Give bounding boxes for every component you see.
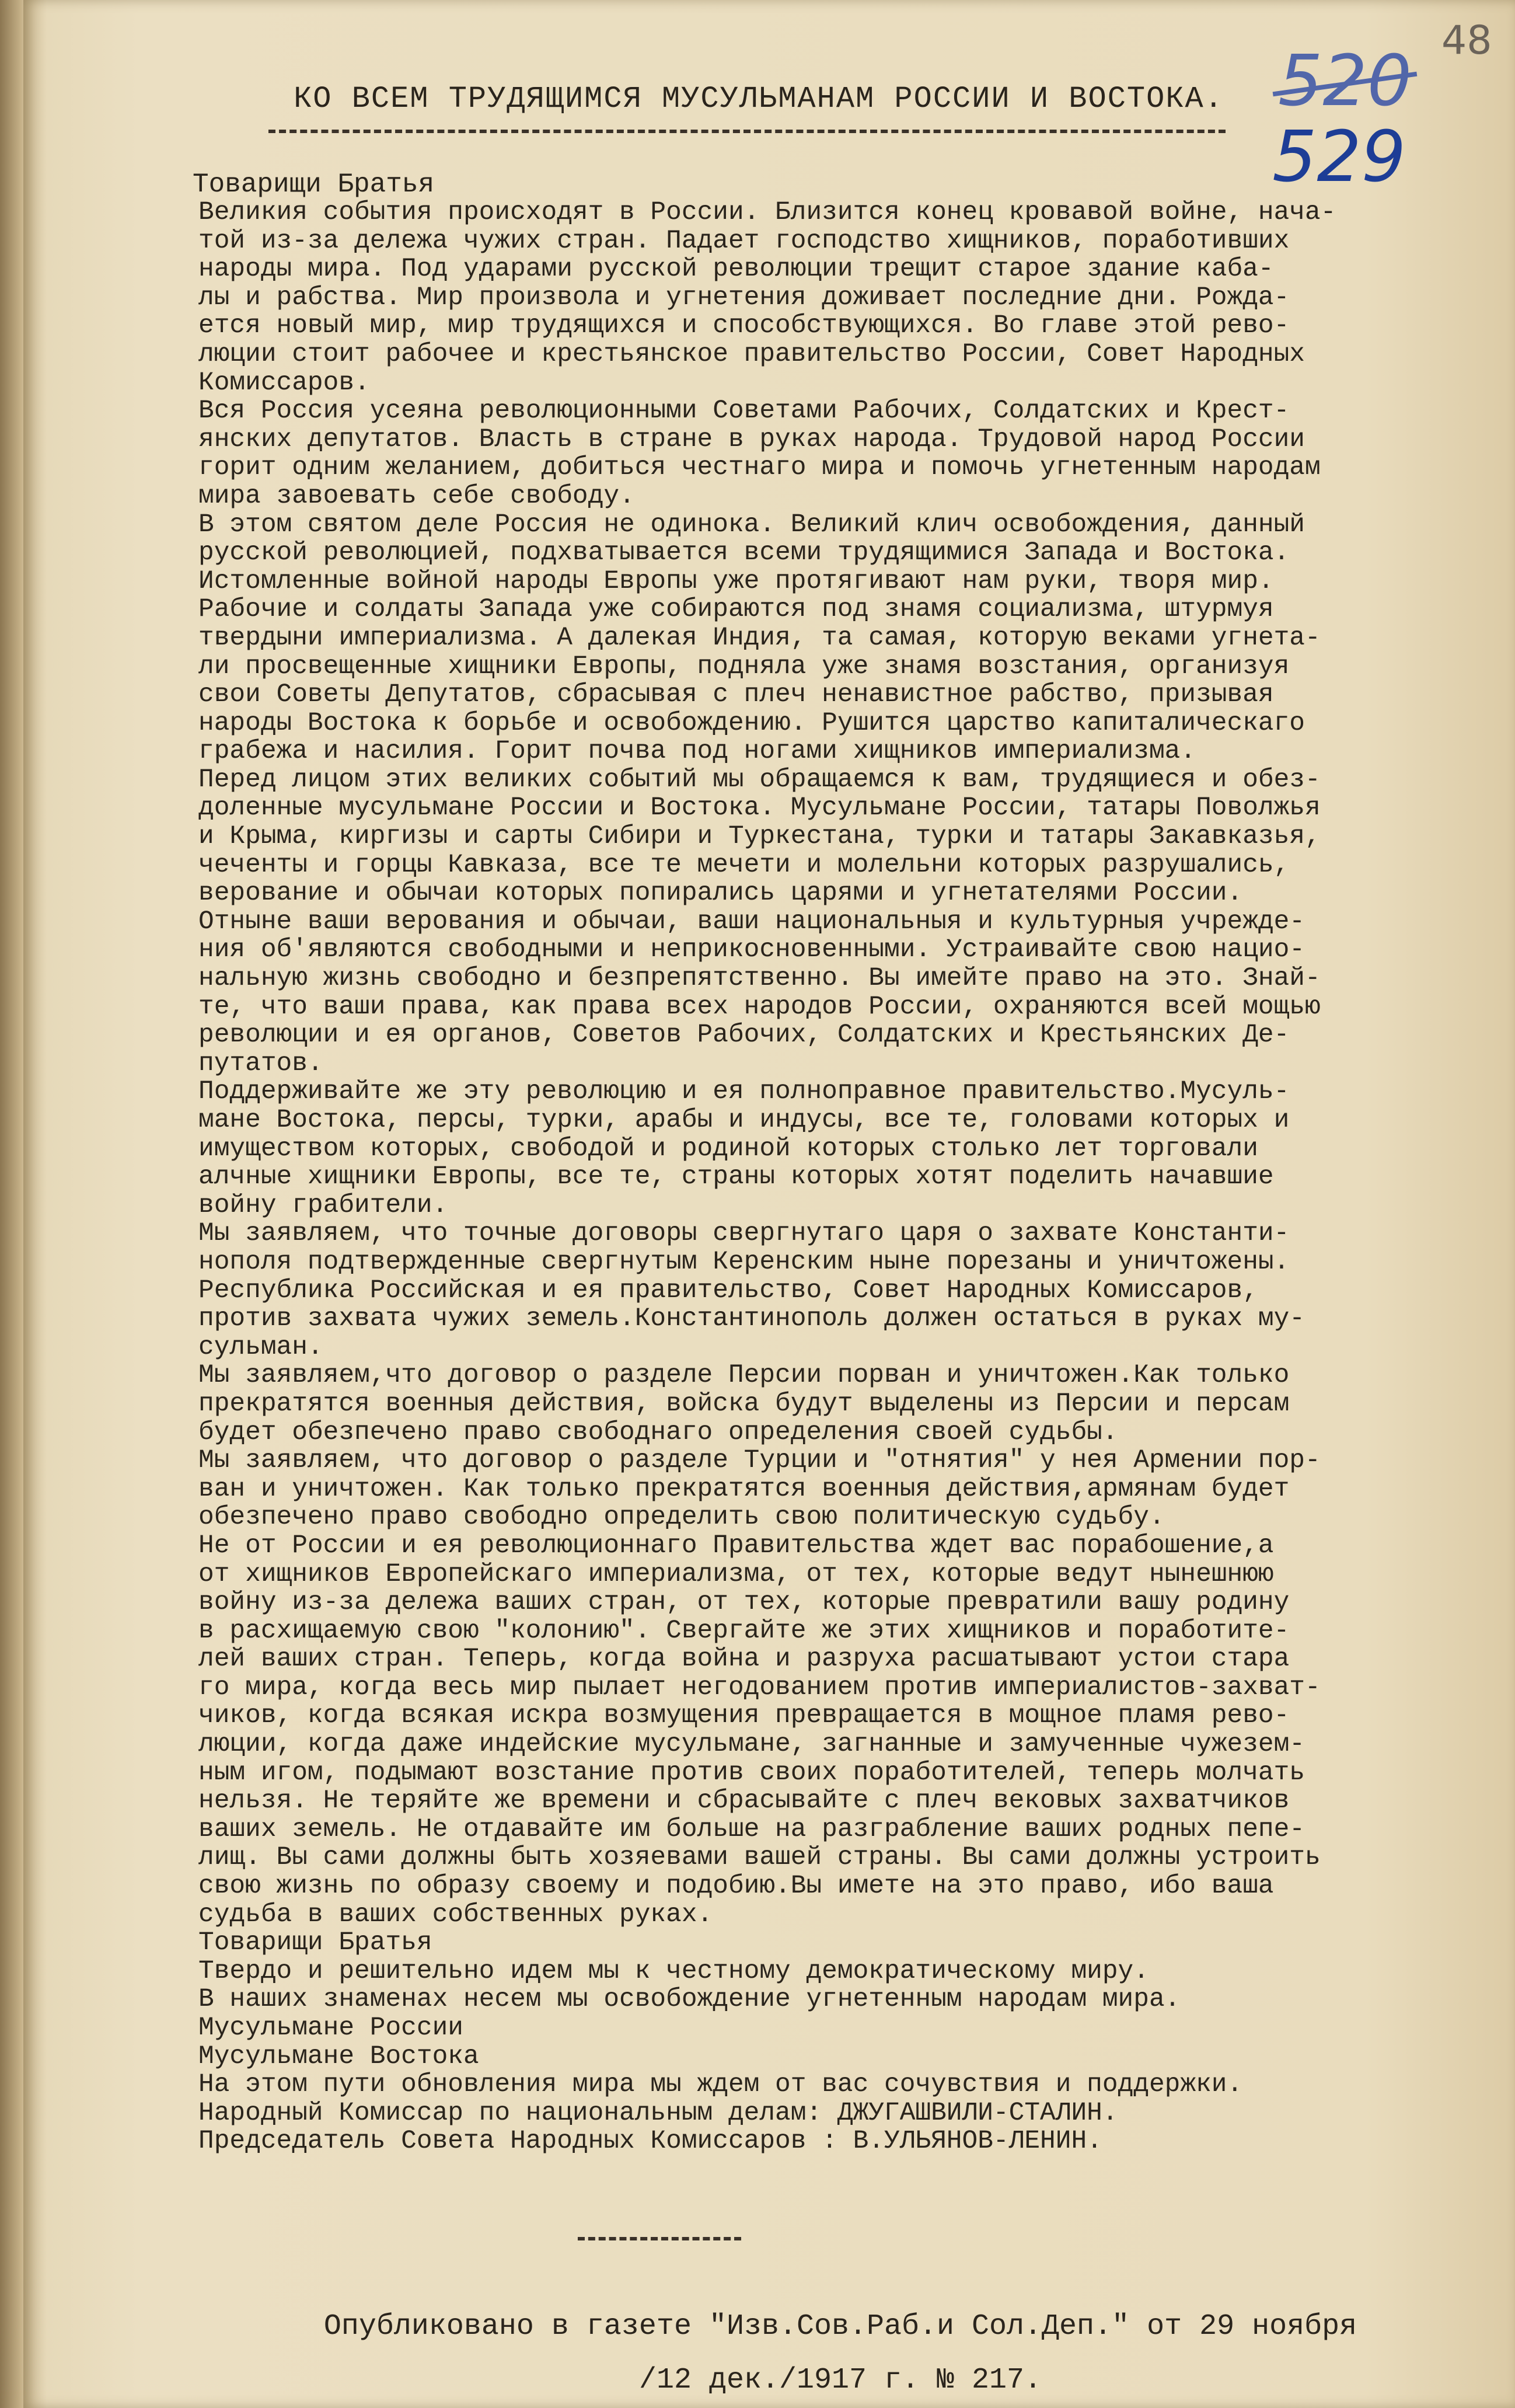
text-line: ли просвещенные хищники Европы, подняла уже знамя возстания, организуя bbox=[198, 651, 1290, 681]
text-line: свою жизнь по образу своему и подобию.Вы имете на это право, ибо ваша bbox=[198, 1872, 1274, 1901]
archive-number-pencil: 48 bbox=[1441, 18, 1492, 64]
text-line: Рабочие и солдаты Запада уже собираются под знамя социализма, штурмуя bbox=[198, 595, 1274, 625]
text-line: Комиссаров. bbox=[198, 368, 370, 398]
text-line: и Крыма, киргизы и сарты Сибири и Туркестана, турки и татары Закавказья, bbox=[198, 822, 1321, 852]
text-line: русской революцией, подхватывается всеми трудящимися Запада и Востока. bbox=[198, 538, 1290, 568]
text-line: лей ваших стран. Теперь, когда война и разруха расшатывают устои стара bbox=[198, 1644, 1290, 1674]
text-line: горит одним желанием, добиться честнаго мира и помочь угнетенным народам bbox=[198, 453, 1321, 483]
text-line: верование и обычаи которых попирались царями и угнетателями России. bbox=[198, 879, 1243, 908]
text-line: от хищников Европейскаго империализма, от тех, которые ведут нынешнюю bbox=[198, 1559, 1274, 1589]
body-text bbox=[198, 198, 1482, 2156]
text-line: народы Востока к борьбе и освобождению. Рушится царство капиталическаго bbox=[198, 708, 1305, 738]
text-line: ния об'являются свободными и неприкосновенными. Устраивайте свою нацио- bbox=[198, 935, 1305, 965]
text-line: народы мира. Под ударами русской революции трещит старое здание каба- bbox=[198, 255, 1274, 284]
text-line: лищ. Вы сами должны быть хозяевами вашей страны. Вы сами должны устроить bbox=[198, 1843, 1321, 1873]
text-line: нополя подтвержденные свергнутым Керенским ныне порезаны и уничтожены. bbox=[198, 1247, 1290, 1277]
publication-line-2: /12 дек./1917 г. № 217. bbox=[638, 2364, 1042, 2397]
footer-divider bbox=[578, 2237, 741, 2240]
publication-line-1: Опубликовано в газете "Изв.Сов.Раб.и Сол.Деп." от 29 ноября bbox=[323, 2310, 1357, 2343]
text-line: в расхищаемую свою "колонию". Свергайте же этих хищников и поработите- bbox=[198, 1616, 1290, 1646]
text-line: Мусульмане Востока bbox=[198, 2041, 479, 2071]
text-line: Республика Российская и ея правительство, Совет Народных Комиссаров, bbox=[198, 1276, 1258, 1305]
text-line: ется новый мир, мир трудящихся и способствующихся. Во главе этой рево- bbox=[198, 311, 1290, 341]
text-line: Мы заявляем, что точные договоры свергнутаго царя о захвате Константи- bbox=[198, 1219, 1290, 1249]
text-line: ваших земель. Не отдавайте им больше на разграбление ваших родных пепе- bbox=[198, 1814, 1305, 1844]
text-line: твердыни империализма. А далекая Индия, та самая, которую веками угнета- bbox=[198, 623, 1321, 653]
text-line: На этом пути обновления мира мы ждем от вас сочувствия и поддержки. bbox=[198, 2070, 1243, 2100]
text-line: ным игом, подымают возстание против своих поработителей, теперь молчать bbox=[198, 1758, 1305, 1787]
text-line: чиков, когда всякая искра возмущения превращается в мощное пламя рево- bbox=[198, 1701, 1290, 1731]
title-underline bbox=[268, 130, 1226, 133]
text-line: Товарищи Братья bbox=[198, 1928, 432, 1958]
publication-note bbox=[198, 2300, 1482, 2407]
archive-number-crossed: 520 bbox=[1278, 41, 1412, 122]
text-line: В наших знаменах несем мы освобождение угнетенным народам мира. bbox=[198, 1985, 1181, 2015]
text-line: ван и уничтожен. Как только прекратятся военныя действия,армянам будет bbox=[198, 1474, 1290, 1504]
text-line: Не от России и ея революционнаго Правительства ждет вас порабошение,а bbox=[198, 1531, 1274, 1560]
text-line: нельзя. Не теряйте же времени и сбрасывайте с плеч вековых захватчиков bbox=[198, 1786, 1290, 1816]
text-line: свои Советы Депутатов, сбрасывая с плеч ненавистное рабство, призывая bbox=[198, 680, 1274, 710]
text-line: обезпечено право свободно определить свою политическую судьбу. bbox=[198, 1503, 1165, 1532]
text-line: Вся Россия усеяна революционными Советами Рабочих, Солдатских и Крест- bbox=[198, 396, 1290, 426]
text-line: те, что ваши права, как права всех народов России, охраняются всей мощью bbox=[198, 992, 1321, 1022]
text-line: Поддерживайте же эту революцию и ея полноправное правительство.Мусуль- bbox=[198, 1077, 1290, 1107]
text-line: Мы заявляем, что договор о разделе Турции и "отнятия" у нея Армении пор- bbox=[198, 1446, 1321, 1476]
text-line: Отныне ваши верования и обычаи, ваши национальныя и культурныя учрежде- bbox=[198, 907, 1305, 936]
text-line: чеченты и горцы Кавказа, все те мечети и молельни которых разрушались, bbox=[198, 850, 1290, 880]
text-line: Твердо и решительно идем мы к честному демократическому миру. bbox=[198, 1956, 1149, 1986]
text-line: той из-за дележа чужих стран. Падает господство хищников, поработивших bbox=[198, 226, 1290, 256]
text-line: войну грабители. bbox=[198, 1190, 448, 1220]
text-line: революции и ея органов, Советов Рабочих, Солдатских и Крестьянских Де- bbox=[198, 1020, 1290, 1050]
text-line: янских депутатов. Власть в стране в руках народа. Трудовой народ России bbox=[198, 424, 1305, 454]
text-line: путатов. bbox=[198, 1048, 323, 1078]
archive-number-main: 529 bbox=[1272, 117, 1406, 198]
text-line: люции, когда даже индейские мусульмане, загнанные и замученные чужезем- bbox=[198, 1730, 1305, 1759]
text-line: грабежа и насилия. Горит почва под ногами хищников империализма. bbox=[198, 737, 1196, 766]
text-line: Мусульмане России bbox=[198, 2013, 463, 2043]
text-line: доленные мусульмане России и Востока. Мусульмане России, татары Поволжья bbox=[198, 793, 1321, 823]
text-line: прекратятся военныя действия, войска будут выделены из Персии и персам bbox=[198, 1389, 1290, 1419]
text-line: мира завоевать себе свободу. bbox=[198, 481, 635, 511]
text-line: Народный Комиссар по национальным делам: ДЖУГАШВИЛИ-СТАЛИН. bbox=[198, 2098, 1118, 2128]
text-line: Мы заявляем,что договор о разделе Персии порван и уничтожен.Как только bbox=[198, 1361, 1290, 1391]
text-line: будет обезпечено право свободнаго определения своей судьбы. bbox=[198, 1417, 1118, 1447]
text-line: Истомленные войной народы Европы уже протягивают нам руки, творя мир. bbox=[198, 566, 1274, 596]
text-line: судьба в ваших собственных руках. bbox=[198, 1900, 713, 1929]
text-line: имуществом которых, свободой и родиной которых столько лет торговали bbox=[198, 1134, 1258, 1163]
text-line: Великия события происходят в России. Близится конец кровавой войне, нача- bbox=[198, 198, 1336, 227]
text-line: Председатель Совета Народных Комиссаров : В.УЛЬЯНОВ-ЛЕНИН. bbox=[198, 2127, 1102, 2156]
text-line: люции стоит рабочее и крестьянское правительство России, Совет Народных bbox=[198, 339, 1305, 369]
text-line: го мира, когда весь мир пылает негодованием против империалистов-захват- bbox=[198, 1672, 1321, 1702]
text-line: нальную жизнь свободно и безпрепятственно. Вы имейте право на это. Знай- bbox=[198, 964, 1321, 994]
text-line: мане Востока, персы, турки, арабы и индусы, все те, головами которых и bbox=[198, 1106, 1290, 1135]
text-line: сульман. bbox=[198, 1332, 323, 1362]
text-line: алчные хищники Европы, все те, страны которых хотят поделить начавшие bbox=[198, 1162, 1274, 1192]
text-line: против захвата чужих земель.Константинополь должен остаться в руках му- bbox=[198, 1304, 1305, 1334]
text-line: войну из-за дележа ваших стран, от тех, которые превратили вашу родину bbox=[198, 1588, 1290, 1618]
document-title: КО ВСЕМ ТРУДЯЩИМСЯ МУСУЛЬМАНАМ РОССИИ И ВОСТОКА. bbox=[294, 82, 1224, 116]
text-line: Перед лицом этих великих событий мы обращаемся к вам, трудящиеся и обез- bbox=[198, 765, 1321, 794]
text-line: лы и рабства. Мир произвола и угнетения доживает последние дни. Рожда- bbox=[198, 283, 1290, 312]
salutation: Товарищи Братья bbox=[193, 169, 435, 200]
text-line: В этом святом деле Россия не одинока. Великий клич освобождения, данный bbox=[198, 510, 1305, 539]
